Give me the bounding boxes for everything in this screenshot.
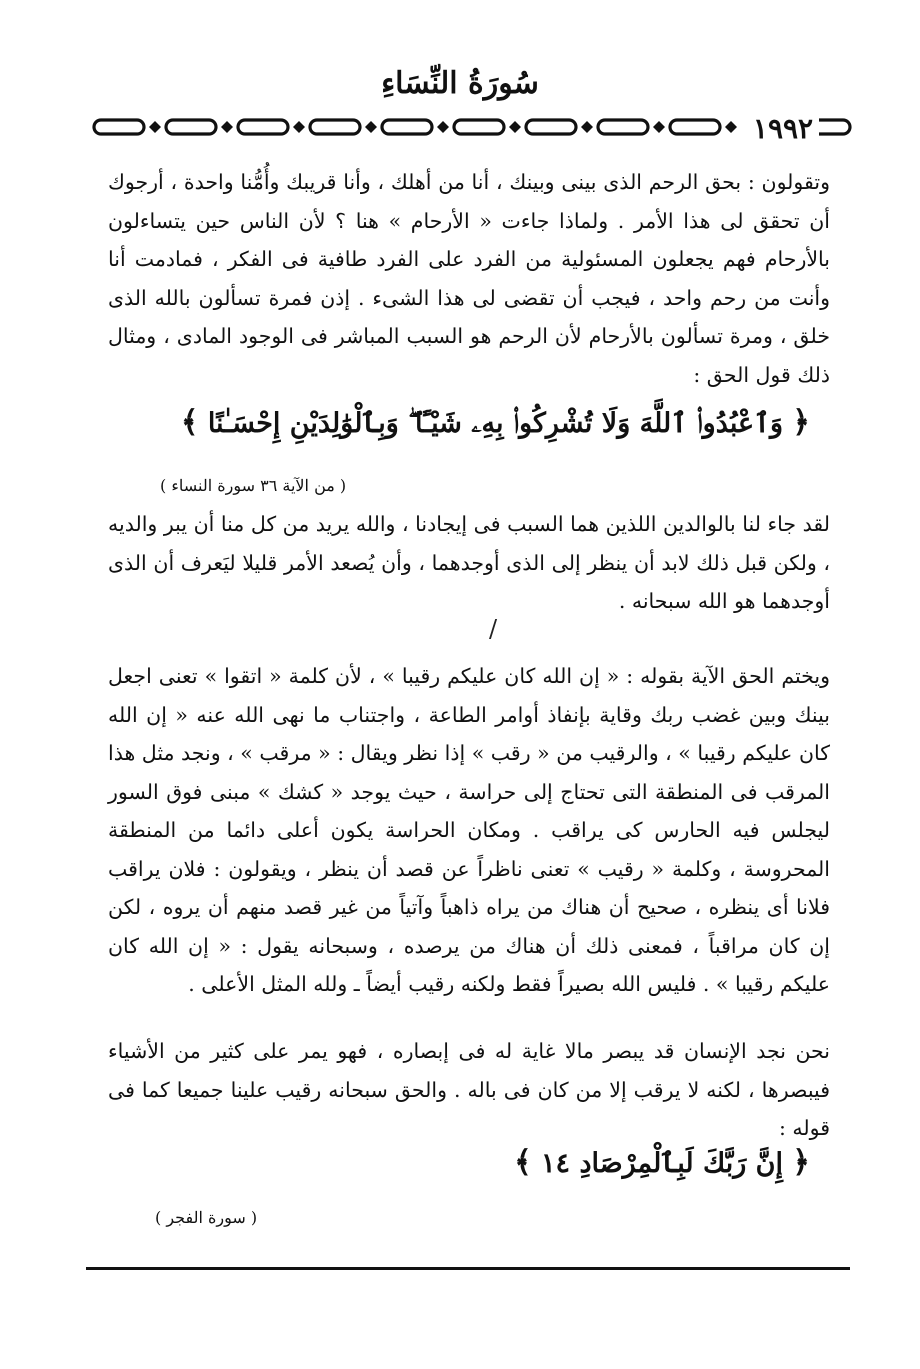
verse-text: إِنَّ رَبَّكَ لَبِٱلْمِرْصَادِ ١٤ (541, 1148, 784, 1179)
paragraph-sight: نحن نجد الإنسان قد يبصر مالا غاية له فى إبصاره ، فهو يمر على كثير من الأشياء فيبصرها ، لكنه لا يرقب إلا من كان فى باله . والحق سبحانه رقيب علينا جميعا كما فى قوله : (108, 1039, 830, 1140)
surah-title: سُورَةُ النِّسَاءِ (381, 66, 539, 101)
quran-verse-1 (181, 405, 810, 440)
ornamental-border (88, 112, 856, 142)
verse-text: وَٱعْبُدُوا۟ ٱللَّهَ وَلَا تُشْرِكُوا۟ بِهِۦ شَيْـًٔا ۖ وَبِٱلْوَٰلِدَيْنِ إِحْسَـٰنًا (207, 408, 784, 439)
ornate-bracket-open: ﴿ (792, 1145, 810, 1180)
quran-verse-2 (514, 1145, 810, 1180)
page-number: ١٩٩٢ (747, 112, 819, 145)
ornate-bracket-close: ﴾ (180, 405, 199, 440)
ink-mark: / (489, 615, 498, 643)
verse-source-2: ( سورة الفجر ) (155, 1208, 258, 1227)
paragraph-raqib: ويختم الحق الآية بقوله : « إن الله كان عليكم رقيبا » ، لأن كلمة « اتقوا » تعنى اجعل بينك وبين غضب ربك وقاية بإنفاذ أوامر الطاعة ، واجتناب ما نهى الله عنه « إن الله كان عليكم رقيبا » ، والرقيب من « رقب » إذا نظر ويقال : « مرقب » ، ونجد مثل هذا المرقب فى المنطقة التى تحتاج إلى حراسة ، حيث يوجد « كشك » مبنى فوق السور ليجلس فيه الحارس كى يراقب . ومكان الحراسة يكون أعلى دائما من المنطقة المحروسة ، وكلمة « رقيب » تعنى ناظراً عن قصد أن ينظر ، ويقولون : فلان يراقب فلانا أى ينظره ، صحيح أن هناك من يراه ذاهباً وآتياً من غير قصد منهم أن يروه ، لكن إن كان مراقباً ، فمعنى ذلك أن هناك من يرصده ، وسبحانه يقول : « إن الله كان عليكم رقيبا » . فليس الله بصيراً فقط ولكنه رقيب أيضاً ـ ولله المثل الأعلى . (108, 664, 830, 996)
verse-source-1: ( من الآية ٣٦ سورة النساء ) (160, 476, 347, 495)
ornate-bracket-open: ﴿ (792, 405, 810, 440)
paragraph-parents: لقد جاء لنا بالوالدين اللذين هما السبب فى إيجادنا ، والله يريد من كل منا أن يبر والديه ، ولكن قبل ذلك لابد أن ينظر إلى الذى أوجدهما ، وأن يُصعد الأمر قليلا ليَعرف أن الذى أوجدهما هو الله سبحانه . (108, 512, 830, 613)
paragraph-intro: وتقولون : بحق الرحم الذى بينى وبينك ، أنا من أهلك ، وأنا قريبك وأُمُّنا واحدة ، أرجوك أن تحقق لى هذا الأمر . ولماذا جاءت « الأرحام » هنا ؟ لأن الناس حين يتساءلون بالأرحام فهم يجعلون المسئولية من الفرد على الفرد طافية فى الفكر ، فمادمت أنا وأنت من رحم واحد ، فيجب أن تقضى لى هذا الشىء . إذن فمرة تسألون بالله الذى خلق ، ومرة تسألون بالأرحام لأن الرحم هو السبب المباشر فى الوجود المادى ، ومثال ذلك قول الحق : (108, 170, 830, 387)
bottom-rule (86, 1267, 850, 1270)
ornate-bracket-close: ﴾ (514, 1145, 532, 1180)
